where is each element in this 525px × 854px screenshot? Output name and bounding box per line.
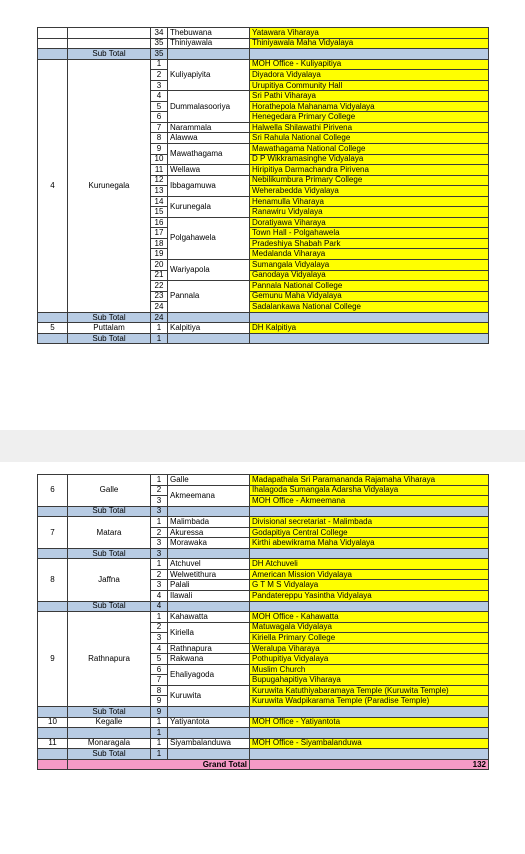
district-cell (68, 28, 151, 39)
row-number: 3 (151, 633, 168, 644)
venue-cell: Thiniyawala Maha Vidyalaya (250, 38, 489, 49)
row-number: 2 (151, 485, 168, 496)
row-number: 21 (151, 270, 168, 281)
venue-cell: MOH Office - Yatiyantota (250, 717, 489, 728)
venue-cell: Pradeshiya Shabah Park (250, 238, 489, 249)
subtotal-blank (168, 506, 250, 517)
row-number: 1 (151, 612, 168, 623)
subtotal-blank (168, 548, 250, 559)
subtotal-blank (250, 548, 489, 559)
row-number: 1 (151, 517, 168, 528)
venue-cell: Sumangala Vidyalaya (250, 260, 489, 271)
venue-cell: Henegedara Primary College (250, 112, 489, 123)
subtotal-label: Sub Total (68, 506, 151, 517)
district-no-cell: 10 (38, 717, 68, 728)
venue-cell: Medalanda Viharaya (250, 249, 489, 260)
row-number: 1 (151, 717, 168, 728)
location-cell: Mawathagama (168, 144, 250, 165)
row-number: 1 (151, 738, 168, 749)
subtotal-blank (168, 707, 250, 718)
row-number: 23 (151, 291, 168, 302)
venue-cell: Ganodaya Vidyalaya (250, 270, 489, 281)
venue-cell: MOH Office - Kuliyapitiya (250, 59, 489, 70)
row-number: 5 (151, 654, 168, 665)
subtotal-blank (250, 49, 489, 60)
venue-cell: Hiripitiya Darmachandra Pirivena (250, 165, 489, 176)
table-row (38, 517, 489, 528)
location-cell: Yatiyantota (168, 717, 250, 728)
subtotal-blank (38, 749, 68, 760)
subtotal-count: 35 (151, 49, 168, 60)
row-number: 2 (151, 569, 168, 580)
row-number: 35 (151, 38, 168, 49)
grand-total-blank (38, 759, 68, 770)
subtotal-row (38, 49, 489, 60)
venue-cell: Pannala National College (250, 281, 489, 292)
row-number: 5 (151, 101, 168, 112)
location-cell: Alawwa (168, 133, 250, 144)
subtotal-blank (168, 49, 250, 60)
subtotal-count: 3 (151, 548, 168, 559)
table-row (38, 475, 489, 486)
location-cell: Wellawa (168, 165, 250, 176)
district-no-cell: 4 (38, 59, 68, 312)
location-cell: Atchuvel (168, 559, 250, 570)
subtotal-blank (168, 601, 250, 612)
subtotal-blank (38, 312, 68, 323)
row-number: 3 (151, 538, 168, 549)
table-row (38, 717, 489, 728)
row-number: 18 (151, 238, 168, 249)
grand-total-label: Grand Total (68, 759, 250, 770)
district-cell: Rathnapura (68, 612, 151, 707)
subtotal-label: Sub Total (68, 601, 151, 612)
subtotal-label: Sub Total (68, 312, 151, 323)
subtotal-row (38, 707, 489, 718)
location-cell: Ilawali (168, 591, 250, 602)
row-number: 12 (151, 175, 168, 186)
venue-cell: Kiriella Primary College (250, 633, 489, 644)
location-cell: Kuliyapiyita (168, 59, 250, 91)
subtotal-label (68, 728, 151, 739)
subtotal-count: 1 (151, 749, 168, 760)
row-number: 1 (151, 59, 168, 70)
subtotal-blank (250, 749, 489, 760)
subtotal-label: Sub Total (68, 548, 151, 559)
grand-total-count: 132 (250, 759, 489, 770)
subtotal-blank (168, 728, 250, 739)
location-cell: Malimbada (168, 517, 250, 528)
row-number: 13 (151, 186, 168, 197)
venue-cell: Divisional secretariat - Malimbada (250, 517, 489, 528)
row-number: 1 (151, 323, 168, 334)
venue-cell: MOH Office - Kahawatta (250, 612, 489, 623)
subtotal-blank (38, 333, 68, 344)
venue-cell: Pandatereppu Yasintha Vidyalaya (250, 591, 489, 602)
subtotal-count: 1 (151, 728, 168, 739)
location-cell: Wariyapola (168, 260, 250, 281)
location-cell: Kurunegala (168, 196, 250, 217)
location-cell: Ibbagamuwa (168, 175, 250, 196)
row-number: 2 (151, 622, 168, 633)
venue-cell: Kuruwita Wadpikarama Temple (Paradise Temple) (250, 696, 489, 707)
location-cell: Palali (168, 580, 250, 591)
location-cell: Pannala (168, 281, 250, 313)
venue-cell: Gemunu Maha Vidyalaya (250, 291, 489, 302)
row-number: 6 (151, 664, 168, 675)
row-number: 2 (151, 70, 168, 81)
location-cell: Akuressa (168, 527, 250, 538)
district-cell: Kurunegala (68, 59, 151, 312)
venue-cell: Mawathagama National College (250, 144, 489, 155)
venue-cell: Diyadora Vidyalaya (250, 70, 489, 81)
grand-total-row (38, 759, 489, 770)
subtotal-blank (250, 506, 489, 517)
venue-cell: Halwella Shilawathi Pirivena (250, 122, 489, 133)
venue-cell: Godapitiya Central College (250, 527, 489, 538)
location-cell: Kiriella (168, 622, 250, 643)
row-number: 11 (151, 165, 168, 176)
row-number: 15 (151, 207, 168, 218)
subtotal-count: 1 (151, 333, 168, 344)
row-number: 16 (151, 217, 168, 228)
district-cell: Puttalam (68, 323, 151, 334)
subtotal-row (38, 312, 489, 323)
row-number: 10 (151, 154, 168, 165)
row-number: 9 (151, 144, 168, 155)
district-no-cell (38, 38, 68, 49)
row-number: 24 (151, 302, 168, 313)
venue-cell: D P Wikkramasinghe Vidyalaya (250, 154, 489, 165)
row-number: 1 (151, 475, 168, 486)
table-row (38, 28, 489, 39)
venue-cell: DH Kalpitiya (250, 323, 489, 334)
location-cell: Kahawatta (168, 612, 250, 623)
subtotal-blank (168, 312, 250, 323)
subtotal-label: Sub Total (68, 49, 151, 60)
location-cell: Thebuwana (168, 28, 250, 39)
location-cell: Morawaka (168, 538, 250, 549)
district-no-cell: 9 (38, 612, 68, 707)
table-row (38, 323, 489, 334)
venue-cell: Pothupitiya Vidyalaya (250, 654, 489, 665)
row-number: 34 (151, 28, 168, 39)
location-cell: Rathnapura (168, 643, 250, 654)
district-cell: Matara (68, 517, 151, 549)
district-no-cell (38, 28, 68, 39)
table-row (38, 612, 489, 623)
venue-cell: Yatawara Viharaya (250, 28, 489, 39)
subtotal-row (38, 749, 489, 760)
row-number: 17 (151, 228, 168, 239)
venue-cell: Weralupa Viharaya (250, 643, 489, 654)
row-number: 19 (151, 249, 168, 260)
venue-cell: American Mission Vidyalaya (250, 569, 489, 580)
subtotal-blank (38, 728, 68, 739)
subtotal-blank (38, 707, 68, 718)
district-no-cell: 11 (38, 738, 68, 749)
venue-cell: Ihalagoda Sumangala Adarsha Vidyalaya (250, 485, 489, 496)
venue-cell: Horathepola Mahanama Vidyalaya (250, 101, 489, 112)
subtotal-label: Sub Total (68, 749, 151, 760)
venue-cell: Doratiyawa Viharaya (250, 217, 489, 228)
table-row (38, 738, 489, 749)
district-cell (68, 38, 151, 49)
subtotal-blank (250, 601, 489, 612)
district-no-cell: 6 (38, 475, 68, 507)
location-cell: Narammala (168, 122, 250, 133)
district-no-cell: 5 (38, 323, 68, 334)
subtotal-blank (38, 601, 68, 612)
district-no-cell: 7 (38, 517, 68, 549)
subtotal-row (38, 728, 489, 739)
subtotal-blank (168, 333, 250, 344)
location-cell: Siyambalanduwa (168, 738, 250, 749)
table-row (38, 59, 489, 70)
subtotal-blank (168, 749, 250, 760)
subtotal-blank (250, 707, 489, 718)
table-row (38, 559, 489, 570)
row-number: 7 (151, 122, 168, 133)
venue-cell: Urupitiya Community Hall (250, 80, 489, 91)
venue-table-page-2 (37, 474, 489, 770)
venue-cell: Matuwagala Vidyalaya (250, 622, 489, 633)
location-cell: Kalpitiya (168, 323, 250, 334)
location-cell: Polgahawela (168, 217, 250, 259)
location-cell: Galle (168, 475, 250, 486)
district-no-cell: 8 (38, 559, 68, 601)
subtotal-blank (38, 506, 68, 517)
row-number: 8 (151, 685, 168, 696)
district-cell: Monaragala (68, 738, 151, 749)
row-number: 4 (151, 91, 168, 102)
venue-cell: Bupugahapitiya Viharaya (250, 675, 489, 686)
row-number: 2 (151, 527, 168, 538)
subtotal-blank (38, 49, 68, 60)
subtotal-row (38, 601, 489, 612)
row-number: 3 (151, 580, 168, 591)
venue-cell: Henamulla Viharaya (250, 196, 489, 207)
venue-cell: Kuruwita Katuthiyabaramaya Temple (Kuruwita Temple) (250, 685, 489, 696)
subtotal-row (38, 548, 489, 559)
subtotal-blank (250, 312, 489, 323)
district-cell: Jaffna (68, 559, 151, 601)
subtotal-label: Sub Total (68, 333, 151, 344)
subtotal-row (38, 333, 489, 344)
row-number: 9 (151, 696, 168, 707)
row-number: 4 (151, 643, 168, 654)
subtotal-blank (38, 548, 68, 559)
row-number: 7 (151, 675, 168, 686)
district-cell: Kegalle (68, 717, 151, 728)
venue-cell: Ranawiru Vidyalaya (250, 207, 489, 218)
location-cell: Akmeemana (168, 485, 250, 506)
venue-cell: Sri Pathi Viharaya (250, 91, 489, 102)
row-number: 1 (151, 559, 168, 570)
venue-cell: Sadalankawa National College (250, 302, 489, 313)
row-number: 3 (151, 80, 168, 91)
location-cell: Dummalasooriya (168, 91, 250, 123)
venue-cell: Madapathala Sri Paramananda Rajamaha Viharaya (250, 475, 489, 486)
subtotal-count: 24 (151, 312, 168, 323)
row-number: 22 (151, 281, 168, 292)
location-cell: Thiniyawala (168, 38, 250, 49)
venue-cell: Sri Rahula National College (250, 133, 489, 144)
subtotal-count: 3 (151, 506, 168, 517)
row-number: 3 (151, 496, 168, 507)
document-page-2 (0, 462, 525, 854)
table-row (38, 38, 489, 49)
row-number: 14 (151, 196, 168, 207)
subtotal-count: 9 (151, 707, 168, 718)
venue-cell: Muslim Church (250, 664, 489, 675)
venue-cell: Nebilikumbura Primary College (250, 175, 489, 186)
location-cell: Kuruwita (168, 685, 250, 706)
row-number: 4 (151, 591, 168, 602)
venue-cell: MOH Office - Siyambalanduwa (250, 738, 489, 749)
district-cell: Galle (68, 475, 151, 507)
subtotal-row (38, 506, 489, 517)
subtotal-blank (250, 728, 489, 739)
row-number: 20 (151, 260, 168, 271)
venue-cell: MOH Office - Akmeemana (250, 496, 489, 507)
location-cell: Ehaliyagoda (168, 664, 250, 685)
venue-cell: G T M S Vidyalaya (250, 580, 489, 591)
subtotal-label: Sub Total (68, 707, 151, 718)
venue-table-page-1 (37, 27, 489, 344)
venue-cell: Town Hall - Polgahawela (250, 228, 489, 239)
venue-cell: Weherabedda Vidyalaya (250, 186, 489, 197)
location-cell: Rakwana (168, 654, 250, 665)
venue-cell: DH Atchuveli (250, 559, 489, 570)
location-cell: Welwetithura (168, 569, 250, 580)
subtotal-blank (250, 333, 489, 344)
venue-cell: Kirthi abewikrama Maha Vidyalaya (250, 538, 489, 549)
row-number: 8 (151, 133, 168, 144)
row-number: 6 (151, 112, 168, 123)
subtotal-count: 4 (151, 601, 168, 612)
